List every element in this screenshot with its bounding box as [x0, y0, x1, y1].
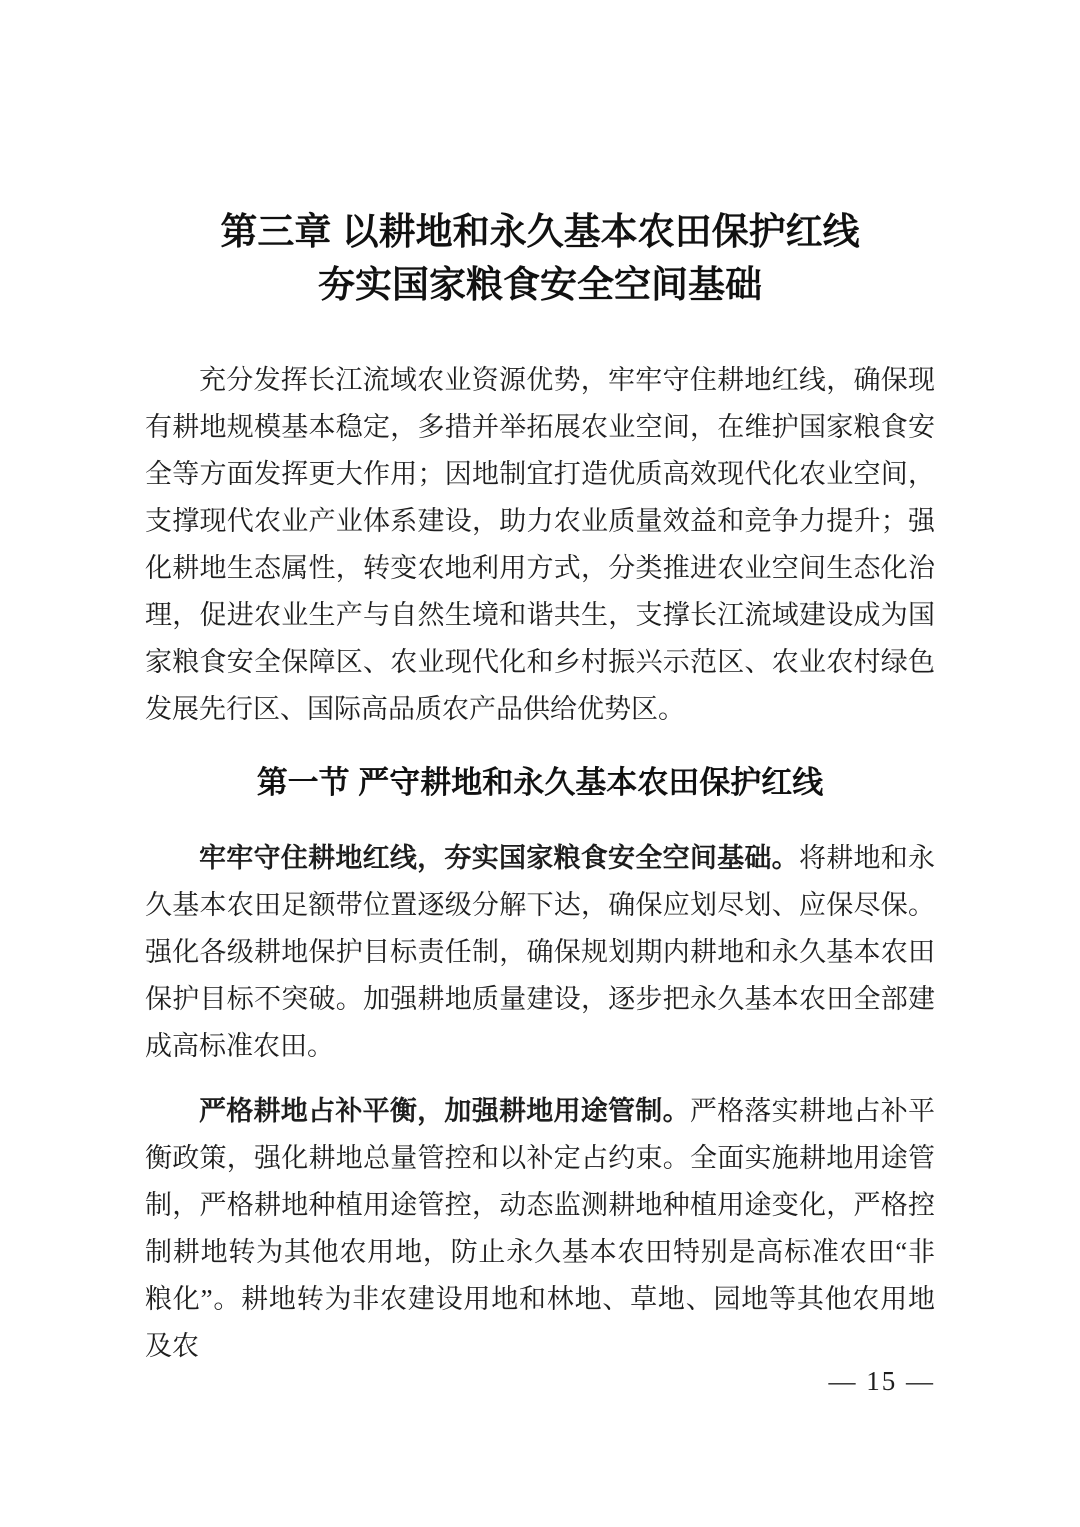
chapter-title-line1: 第三章 以耕地和永久基本农田保护红线	[220, 211, 860, 252]
paragraph-balance	[145, 1088, 935, 1370]
chapter-title-line2: 夯实国家粮食安全空间基础	[318, 264, 762, 305]
chapter-title	[145, 205, 935, 311]
paragraph-red-line-lead: 牢牢守住耕地红线，夯实国家粮食安全空间基础。	[199, 843, 799, 873]
paragraph-red-line	[145, 835, 935, 1070]
page-number: — 15 —	[828, 1366, 935, 1396]
page-footer	[829, 1368, 936, 1395]
section-heading: 第一节 严守耕地和永久基本农田保护红线	[256, 765, 824, 800]
paragraph-red-line-body: 将耕地和永久基本农田足额带位置逐级分解下达，确保应划尽划、应保尽保。强化各级耕地保护目标责任制，确保规划期内耕地和永久基本农田保护目标不突破。加强耕地质量建设，逐步把永久基本农田全部建成高标准农田。	[145, 843, 936, 1061]
intro-paragraph: 充分发挥长江流域农业资源优势，牢牢守住耕地红线，确保现有耕地规模基本稳定，多措并举拓展农业空间，在维护国家粮食安全等方面发挥更大作用；因地制宜打造优质高效现代化农业空间，支撑现代农业产业体系建设，助力农业质量效益和竞争力提升；强化耕地生态属性，转变农地利用方式，分类推进农业空间生态化治理，促进农业生产与自然生境和谐共生，支撑长江流域建设成为国家粮食安全保障区、农业现代化和乡村振兴示范区、农业农村绿色发展先行区、国际高品质农产品供给优势区。	[145, 365, 935, 724]
paragraph-balance-body: 严格落实耕地占补平衡政策，强化耕地总量管控和以补定占约束。全面实施耕地用途管制，严格耕地种植用途管控，动态监测耕地种植用途变化，严格控制耕地转为其他农用地，防止永久基本农田特别是高标准农田“非粮化”。耕地转为非农建设用地和林地、草地、园地等其他农用地及农	[145, 1096, 936, 1361]
paragraph-balance-lead: 严格耕地占补平衡，加强耕地用途管制。	[199, 1096, 690, 1126]
